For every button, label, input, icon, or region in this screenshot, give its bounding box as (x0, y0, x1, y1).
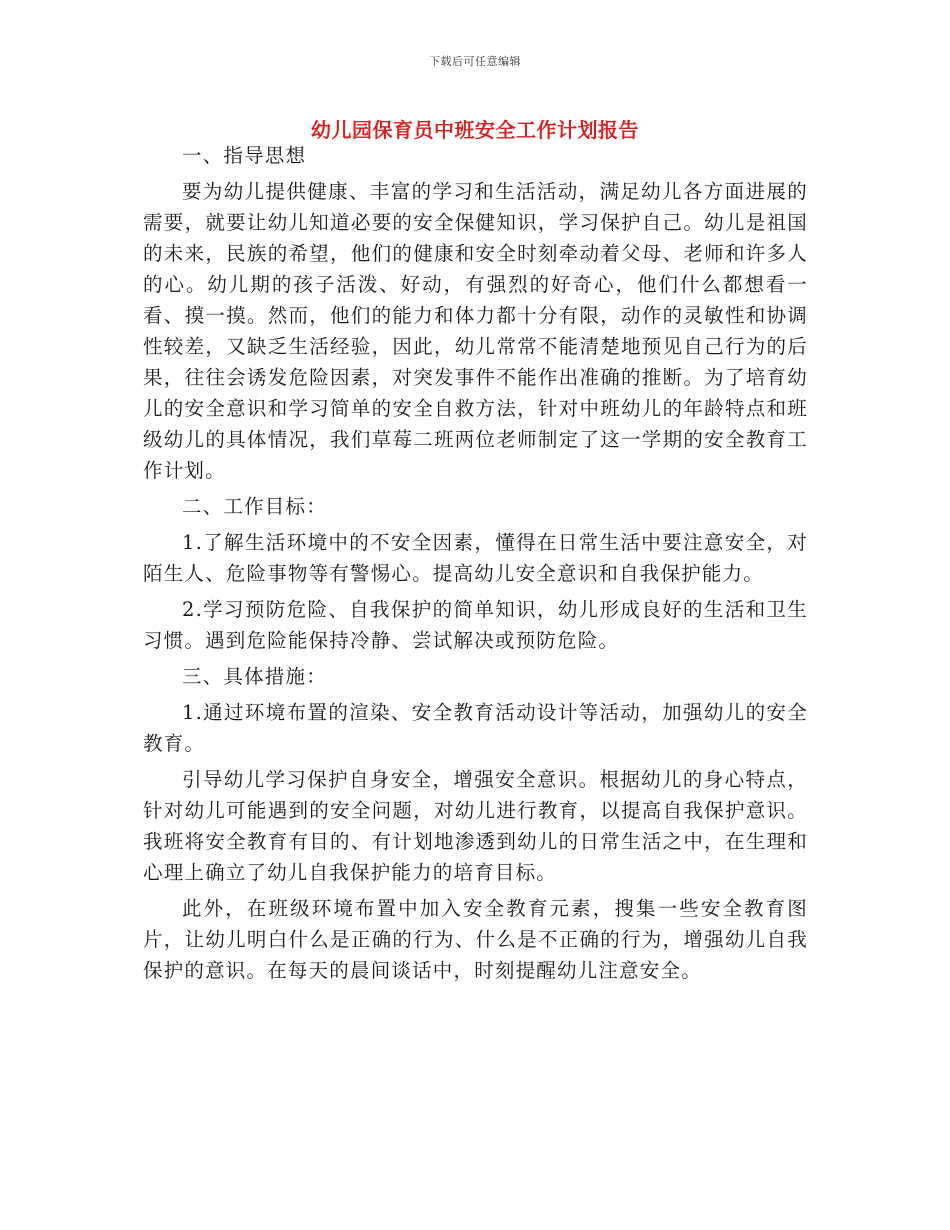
section-heading-work-goals: 二、工作目标： (182, 495, 327, 518)
paragraph-measure-1-environment: 此外，在班级环境布置中加入安全教育元素，搜集一些安全教育图片，让幼儿明白什么是正确的行为、什么是不正确的行为，增强幼儿自我保护的意识。在每天的晨间谈话中，时刻提醒幼儿注意安全。 (143, 897, 808, 982)
section-heading-measures: 三、具体措施： (182, 665, 327, 688)
document-body (143, 140, 808, 991)
paragraph-goal-1: 1.了解生活环境中的不安全因素，懂得在日常生活中要注意安全，对陌生人、危险事物等有警惕心。提高幼儿安全意识和自我保护能力。 (143, 531, 808, 585)
paragraph-guiding-ideology: 要为幼儿提供健康、丰富的学习和生活活动，满足幼儿各方面进展的需要，就要让幼儿知道必要的安全保健知识，学习保护自己。幼儿是祖国的未来，民族的希望，他们的健康和安全时刻牵动着父母、老师和许多人的心。幼儿期的孩子活泼、好动，有强烈的好奇心，他们什么都想看一看、摸一摸。然而，他们的能力和体力都十分有限，动作的灵敏性和协调性较差，又缺乏生活经验，因此，幼儿常常不能清楚地预见自己行为的后果，往往会诱发危险因素，对突发事件不能作出准确的推断。为了培育幼儿的安全意识和学习简单的安全自救方法，针对中班幼儿的年龄特点和班级幼儿的具体情况，我们草莓二班两位老师制定了这一学期的安全教育工作计划。 (143, 180, 808, 482)
section-heading-guiding-ideology: 一、指导思想 (182, 144, 307, 167)
header-note: 下载后可任意编辑 (429, 55, 521, 68)
paragraph-goal-2: 2.学习预防危险、自我保护的简单知识，幼儿形成良好的生活和卫生习惯。遇到危险能保持冷静、尝试解决或预防危险。 (143, 598, 808, 652)
paragraph-measure-1-detail: 引导幼儿学习保护自身安全，增强安全意识。根据幼儿的身心特点，针对幼儿可能遇到的安全问题，对幼儿进行教育，以提高自我保护意识。我班将安全教育有目的、有计划地渗透到幼儿的日常生活之中，在生理和心理上确立了幼儿自我保护能力的培育目标。 (143, 768, 808, 884)
paragraph-measure-1: 1.通过环境布置的渲染、安全教育活动设计等活动，加强幼儿的安全教育。 (143, 701, 808, 755)
document-title: 幼儿园保育员中班安全工作计划报告 (311, 118, 639, 142)
